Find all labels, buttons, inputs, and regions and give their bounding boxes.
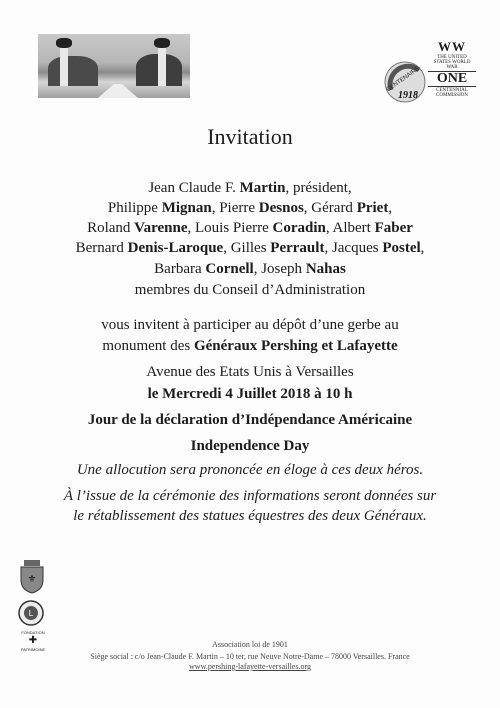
host-surname: Priet: [356, 200, 389, 216]
host-text: ,: [420, 240, 425, 256]
svg-text:⚜: ⚜: [27, 574, 37, 585]
invite-line-2: monument des Généraux Pershing et Lafayette: [102, 338, 398, 354]
host-surname: Denis-Laroque: [127, 240, 224, 256]
host-text: Barbara: [154, 261, 206, 277]
svg-text:L: L: [28, 609, 34, 618]
ww1-logo-title: WW: [438, 39, 466, 54]
ww1-centennial-logo: [428, 40, 476, 106]
svg-text:1918: 1918: [398, 90, 418, 101]
host-text: ,: [388, 200, 393, 216]
patrimoine-label: PATRIMOINE: [20, 647, 46, 652]
avenue-line: Avenue des Etats Unis à Versailles: [146, 364, 354, 380]
svg-text:CENTENAIRE: CENTENAIRE: [385, 65, 421, 94]
website-link[interactable]: www.pershing-lafayette-versailles.org: [189, 662, 311, 671]
host-text: , Joseph: [253, 261, 306, 277]
footer-siege: Siège social : c/o Jean-Claude F. Martin – 10 ter, rue Neuve Notre-Dame – 78000 Versailles. France: [90, 652, 410, 661]
host-text: Bernard: [75, 240, 128, 256]
date-line: le Mercredi 4 Juillet 2018 à 10 h: [147, 386, 353, 402]
host-surname: Faber: [374, 220, 413, 236]
host-surname: Mignan: [161, 200, 212, 216]
header-photo-monument: [38, 34, 190, 98]
centenaire-logo: [383, 60, 427, 104]
versailles-coat-of-arms-icon: [18, 560, 46, 594]
footer-association: Association loi de 1901: [212, 640, 288, 649]
host-line-4: [0, 240, 500, 257]
ww1-logo-one: ONE: [428, 71, 476, 87]
ww1-logo-sub2: CENTENNIAL COMMISSION: [436, 88, 468, 98]
host-surname: Desnos: [258, 200, 304, 216]
host-line-6: membres du Conseil d’Administration: [134, 282, 366, 298]
issue-line-1: À l’issue de la cérémonie des informations seront données sur: [63, 488, 437, 504]
jour-line: Jour de la déclaration d’Indépendance Américaine: [87, 412, 413, 428]
ww1-logo-sub: THE UNITED STATES WORLD WAR: [433, 55, 471, 70]
invite-line-1: vous invitent à participer au dépôt d’une gerbe au: [101, 317, 399, 333]
host-text: , Louis Pierre: [187, 220, 273, 236]
host-surname: Nahas: [305, 261, 346, 277]
lions-club-logo-icon: [18, 600, 44, 626]
host-text: Roland: [87, 220, 135, 236]
host-text: , Gérard: [303, 200, 357, 216]
fondation-symbol-icon: ✚: [28, 635, 38, 646]
host-surname: Varenne: [134, 220, 188, 236]
host-text: Philippe: [107, 200, 162, 216]
host-line-1: Jean Claude F. Martin, président,: [148, 180, 352, 196]
independence-line: Independence Day: [190, 438, 310, 454]
allocution-line: Une allocution sera prononcée en éloge à ces deux héros.: [76, 462, 424, 478]
host-text: , Gilles: [223, 240, 271, 256]
host-text: , Albert: [325, 220, 375, 236]
footer-website[interactable]: [0, 662, 500, 671]
fondation-label: FONDATION: [21, 630, 45, 635]
host-surname: Coradin: [272, 220, 326, 236]
issue-line-2: le rétablissement des statues équestres des deux Généraux.: [73, 508, 427, 524]
page-title: Invitation: [207, 124, 293, 149]
host-surname: Cornell: [205, 261, 254, 277]
host-surname: Postel: [382, 240, 421, 256]
host-surname: Perrault: [270, 240, 325, 256]
host-line-2: [0, 200, 500, 217]
host-line-3: [0, 220, 500, 237]
host-text: , Jacques: [324, 240, 383, 256]
host-line-5: [0, 261, 500, 278]
host-text: , Pierre: [211, 200, 259, 216]
